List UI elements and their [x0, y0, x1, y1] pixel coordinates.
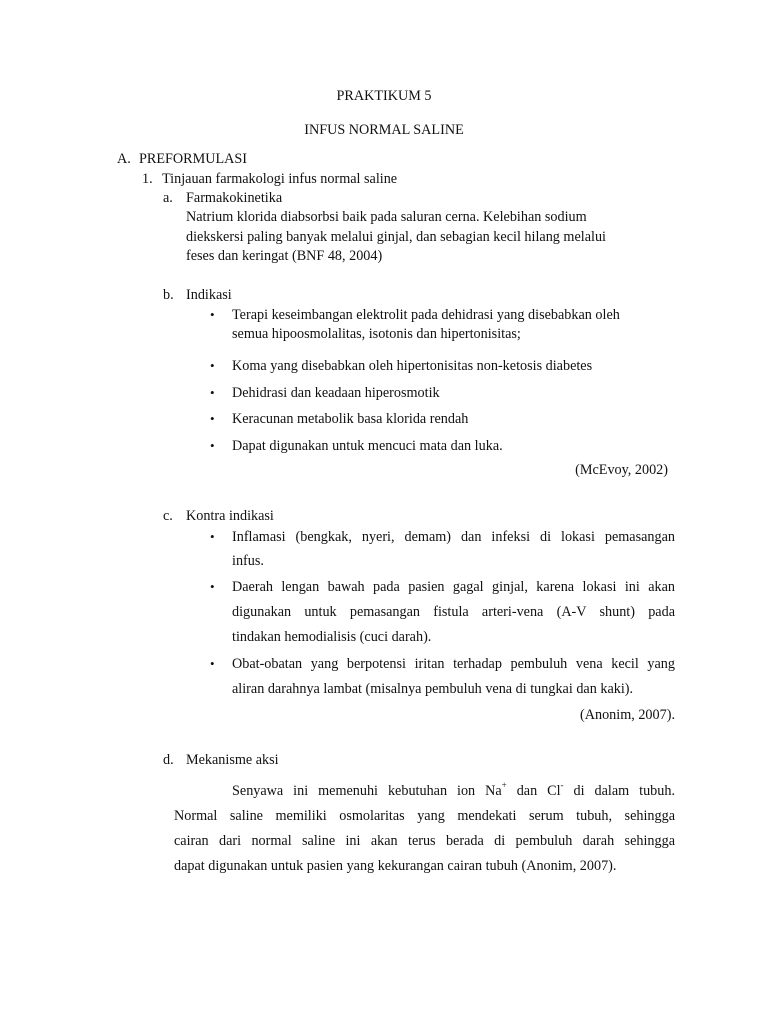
mekanisme-text: Senyawa ini memenuhi kebutuhan ion Na [232, 783, 502, 799]
kontra-item-cont: tindakan hemodialisis (cuci darah). [232, 629, 432, 645]
kontra-citation: (Anonim, 2007). [580, 707, 675, 723]
kontra-item-cont: aliran darahnya lambat (misalnya pembuluh vena di tungkai dan kaki). [232, 681, 634, 697]
subsection-b-marker: b. [163, 287, 174, 303]
bullet-icon: • [210, 529, 215, 544]
mekanisme-text: dan Cl [506, 783, 561, 799]
kontra-item: Inflamasi (bengkak, nyeri, demam) dan infeksi di lokasi pemasangan [232, 529, 675, 545]
bullet-icon: • [210, 438, 215, 453]
subsection-d-marker: d. [163, 752, 174, 768]
document-title: PRAKTIKUM 5 [336, 88, 432, 104]
bullet-icon: • [210, 579, 215, 594]
sodium-ion-charge: + [501, 780, 507, 791]
subsection-c-heading: Kontra indikasi [186, 508, 274, 524]
indikasi-item-cont: semua hipoosmolalitas, isotonis dan hipertonisitas; [232, 326, 521, 342]
bullet-icon: • [210, 358, 215, 373]
subsection-a-marker: a. [163, 190, 173, 206]
indikasi-item: Dapat digunakan untuk mencuci mata dan luka. [232, 438, 503, 454]
mekanisme-line: Normal saline memiliki osmolaritas yang mendekati serum tubuh, sehingga [174, 808, 675, 824]
mekanisme-text: di dalam tubuh. [563, 783, 675, 799]
section-a-heading: PREFORMULASI [139, 151, 248, 167]
chloride-ion-charge: - [560, 780, 564, 791]
bullet-icon: • [210, 307, 215, 322]
subsection-a-heading: Farmakokinetika [186, 190, 283, 206]
kontra-item-cont: infus. [232, 553, 264, 569]
mekanisme-paragraph-first-line [232, 782, 675, 800]
mekanisme-line: dapat digunakan untuk pasien yang kekurangan cairan tubuh (Anonim, 2007). [174, 858, 617, 874]
bullet-icon: • [210, 656, 215, 671]
indikasi-item: Dehidrasi dan keadaan hiperosmotik [232, 385, 440, 401]
subsection-c-marker: c. [163, 508, 173, 524]
subsection-b-heading: Indikasi [186, 287, 232, 303]
document-subtitle: INFUS NORMAL SALINE [304, 122, 464, 138]
indikasi-item: Terapi keseimbangan elektrolit pada dehidrasi yang disebabkan oleh [232, 307, 620, 323]
kontra-item-cont: digunakan untuk pemasangan fistula arteri-vena (A-V shunt) pada [232, 604, 675, 620]
farmakokinetika-line: Natrium klorida diabsorbsi baik pada saluran cerna. Kelebihan sodium [186, 209, 587, 225]
section-a-marker: A. [117, 151, 131, 167]
farmakokinetika-line: feses dan keringat (BNF 48, 2004) [186, 248, 383, 264]
indikasi-item: Koma yang disebabkan oleh hipertonisitas non-ketosis diabetes [232, 358, 593, 374]
indikasi-item: Keracunan metabolik basa klorida rendah [232, 411, 469, 427]
indikasi-citation: (McEvoy, 2002) [575, 462, 668, 478]
kontra-item: Obat-obatan yang berpotensi iritan terhadap pembuluh vena kecil yang [232, 656, 675, 672]
item-1-heading: Tinjauan farmakologi infus normal saline [162, 171, 398, 187]
bullet-icon: • [210, 411, 215, 426]
item-1-marker: 1. [142, 171, 153, 187]
bullet-icon: • [210, 385, 215, 400]
kontra-item: Daerah lengan bawah pada pasien gagal ginjal, karena lokasi ini akan [232, 579, 675, 595]
farmakokinetika-line: diekskersi paling banyak melalui ginjal, dan sebagian kecil hilang melalui [186, 229, 606, 245]
mekanisme-line: cairan dari normal saline ini akan terus berada di pembuluh darah sehingga [174, 833, 675, 849]
subsection-d-heading: Mekanisme aksi [186, 752, 279, 768]
